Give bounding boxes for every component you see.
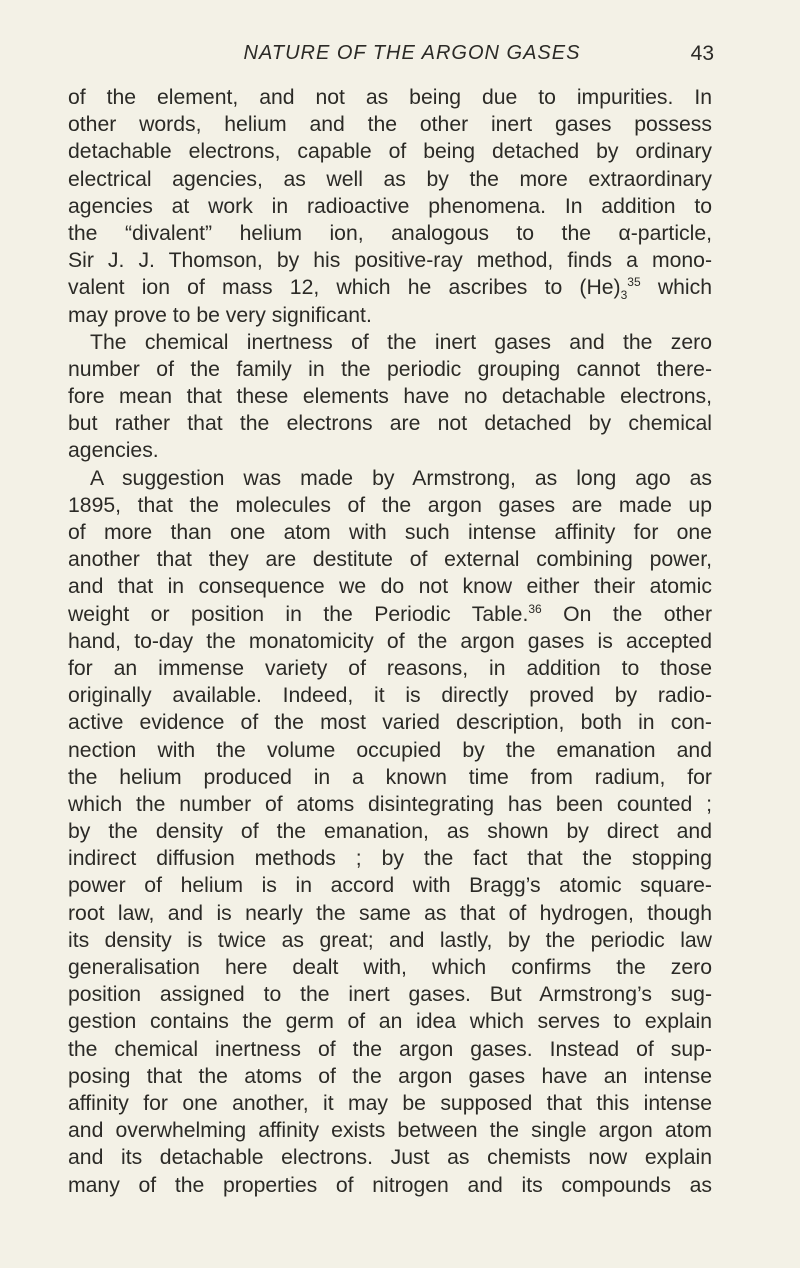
page-header	[68, 42, 714, 72]
line-text: the helium produced in a known time from radium, for	[68, 765, 712, 789]
text-line	[68, 764, 712, 791]
text-line	[68, 465, 712, 492]
text-line	[68, 274, 712, 301]
line-text: A suggestion was made by Armstrong, as long ago as	[90, 466, 712, 490]
line-text: its density is twice as great; and lastly, by the periodic law	[68, 928, 712, 952]
line-text: but rather that the electrons are not detached by chemical	[68, 412, 712, 436]
text-line	[68, 356, 712, 383]
text-line	[68, 791, 712, 818]
line-text: gestion contains the germ of an idea which serves to explain	[68, 1010, 712, 1034]
line-text: which the number of atoms disintegrating has been counted ;	[68, 792, 712, 816]
line-text-continued: On the other	[541, 602, 713, 626]
text-line	[68, 954, 712, 981]
line-text: number of the family in the periodic grouping cannot there-	[68, 357, 712, 381]
line-text: Sir J. J. Thomson, by his positive-ray method, finds a mono-	[68, 249, 712, 273]
line-text: posing that the atoms of the argon gases have an intense	[68, 1064, 712, 1088]
line-text: indirect diffusion methods ; by the fact that the stopping	[68, 847, 712, 871]
line-text: the chemical inertness of the argon gases. Instead of sup-	[68, 1037, 712, 1061]
text-line	[68, 1036, 712, 1063]
line-text: the “divalent” helium ion, analogous to the α-particle,	[68, 221, 712, 245]
text-line	[68, 84, 712, 111]
body-text	[68, 84, 712, 1199]
text-line	[68, 546, 712, 573]
text-line	[68, 193, 712, 220]
line-text: other words, helium and the other inert gases possess	[68, 113, 712, 137]
line-text: and that in consequence we do not know either their atomic	[68, 575, 712, 599]
text-line	[68, 981, 712, 1008]
text-line	[68, 437, 712, 464]
running-title: NATURE OF THE ARGON GASES	[243, 42, 581, 64]
line-text: hand, to-day the monatomicity of the argon gases is accepted	[68, 629, 712, 653]
line-text: position assigned to the inert gases. But Armstrong’s sug-	[68, 983, 712, 1007]
line-text: and its detachable electrons. Just as chemists now explain	[68, 1146, 712, 1170]
text-line	[68, 737, 712, 764]
line-text: active evidence of the most varied description, both in con-	[68, 711, 712, 735]
text-line	[68, 1117, 712, 1144]
line-text: The chemical inertness of the inert gases and the zero	[90, 330, 712, 354]
text-line	[68, 709, 712, 736]
line-text: another that they are destitute of external combining power,	[68, 548, 712, 572]
text-line	[68, 410, 712, 437]
line-text: agencies.	[68, 439, 159, 463]
text-line	[68, 519, 712, 546]
text-line	[68, 220, 712, 247]
text-line	[68, 682, 712, 709]
text-line	[68, 492, 712, 519]
text-line	[68, 628, 712, 655]
line-text: and overwhelming affinity exists between the single argon atom	[68, 1119, 712, 1143]
text-line	[68, 1172, 712, 1199]
footnote-reference: 35	[627, 275, 641, 290]
text-line	[68, 900, 712, 927]
line-text: of more than one atom with such intense affinity for one	[68, 521, 712, 544]
line-text: generalisation here dealt with, which confirms the zero	[68, 956, 712, 979]
line-text: fore mean that these elements have no detachable electrons,	[68, 385, 712, 409]
line-text: many of the properties of nitrogen and its compounds as	[68, 1173, 712, 1197]
line-text: may prove to be very significant.	[68, 303, 372, 327]
line-text: electrical agencies, as well as by the more extraordinary	[68, 167, 712, 191]
text-line	[68, 302, 712, 329]
line-text: agencies at work in radioactive phenomena. In addition to	[68, 194, 712, 218]
line-text: for an immense variety of reasons, in addition to those	[68, 656, 712, 680]
line-text: root law, and is nearly the same as that of hydrogen, though	[68, 901, 712, 925]
text-line	[68, 573, 712, 600]
line-text: detachable electrons, capable of being detached by ordinary	[68, 140, 712, 164]
text-line	[68, 601, 712, 628]
line-text: power of helium is in accord with Bragg’s atomic square-	[68, 874, 712, 898]
line-text: affinity for one another, it may be supposed that this intense	[68, 1091, 712, 1115]
text-line	[68, 818, 712, 845]
footnote-reference: 36	[528, 601, 542, 616]
text-line	[68, 1008, 712, 1035]
page-number: 43	[690, 42, 714, 65]
text-line	[68, 927, 712, 954]
text-line	[68, 1144, 712, 1171]
line-text: of the element, and not as being due to impurities. In	[68, 86, 712, 109]
line-text: by the density of the emanation, as shown by direct and	[68, 820, 712, 844]
line-text: nection with the volume occupied by the emanation and	[68, 738, 712, 762]
text-line	[68, 247, 712, 274]
text-line	[68, 383, 712, 410]
line-text: originally available. Indeed, it is directly proved by radio-	[68, 684, 712, 708]
text-line	[68, 872, 712, 899]
text-line	[68, 845, 712, 872]
text-line	[68, 1090, 712, 1117]
line-text: weight or position in the Periodic Table.	[68, 602, 529, 626]
text-line	[68, 111, 712, 138]
text-line	[68, 655, 712, 682]
line-text: 1895, that the molecules of the argon gases are made up	[68, 493, 712, 517]
line-text: valent ion of mass 12, which he ascribes to (He)	[68, 276, 621, 300]
text-line	[68, 329, 712, 356]
text-line	[68, 138, 712, 165]
text-line	[68, 166, 712, 193]
text-line	[68, 1063, 712, 1090]
subscript: 3	[620, 288, 628, 303]
line-text-continued: which	[640, 276, 712, 300]
